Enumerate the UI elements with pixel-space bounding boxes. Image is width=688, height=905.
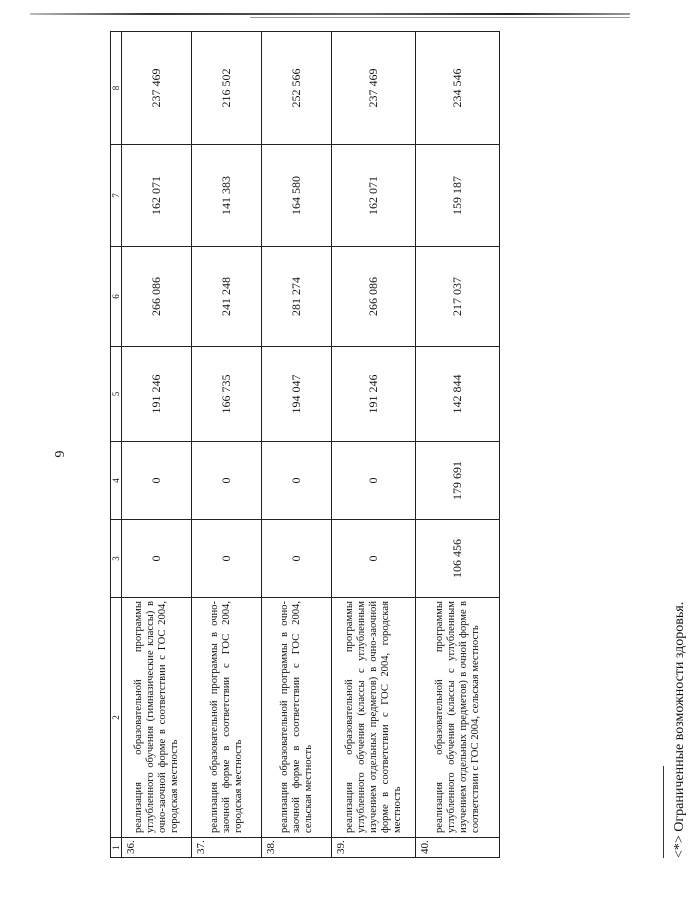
cell-value: 106 456	[416, 520, 500, 598]
column-header: 5	[111, 347, 122, 442]
column-header: 3	[111, 520, 122, 598]
cell-value: 281 274	[262, 247, 332, 347]
column-header: 2	[111, 598, 122, 838]
table-row	[192, 32, 262, 858]
column-header: 1	[111, 838, 122, 858]
table-row	[122, 32, 192, 858]
cell-value: 0	[332, 442, 416, 520]
cell-value: 252 566	[262, 32, 332, 145]
cell-value: 0	[192, 442, 262, 520]
cell-value: 166 735	[192, 347, 262, 442]
column-header: 8	[111, 32, 122, 145]
scan-artifact-line	[30, 13, 630, 15]
cell-value: 237 469	[332, 32, 416, 145]
scan-artifact-line	[250, 17, 630, 18]
cell-value: 237 469	[122, 32, 192, 145]
row-number: 38.	[262, 838, 332, 858]
row-description: реализация образовательной программы в очно-заочной форме в соответствии с ГОС 2004, городская местность	[192, 598, 262, 838]
cell-value: 162 071	[122, 145, 192, 247]
column-header: 6	[111, 247, 122, 347]
row-number: 40.	[416, 838, 500, 858]
column-number-row	[111, 32, 122, 858]
column-header: 7	[111, 145, 122, 247]
cell-value: 217 037	[416, 247, 500, 347]
cell-value: 159 187	[416, 145, 500, 247]
cell-value: 162 071	[332, 145, 416, 247]
row-description: реализация образовательной программы углубленного обучения (гимназические классы) в очно-заочной форме в соответствии с ГОС 2004, городская местность	[122, 598, 192, 838]
row-description: реализация образовательной программы углубленного обучения (классы с углубленным изучением отдельных предметов) в очной форме в соответствии с ГОС 2004, сельская местность	[416, 598, 500, 838]
page-number: 6	[51, 450, 66, 458]
cell-value: 234 546	[416, 32, 500, 145]
tariff-table	[110, 31, 500, 858]
row-number: 37.	[192, 838, 262, 858]
cell-value: 191 246	[122, 347, 192, 442]
rotated-document	[110, 32, 687, 858]
cell-value: 0	[262, 442, 332, 520]
cell-value: 266 086	[332, 247, 416, 347]
cell-value: 0	[332, 520, 416, 598]
table-row	[416, 32, 500, 858]
table-row	[332, 32, 416, 858]
column-header: 4	[111, 442, 122, 520]
cell-value: 0	[192, 520, 262, 598]
footnote: <*> Ограниченные возможности здоровья.	[672, 601, 687, 858]
cell-value: 142 844	[416, 347, 500, 442]
footnote-divider	[663, 766, 664, 858]
table-row	[262, 32, 332, 858]
cell-value: 164 580	[262, 145, 332, 247]
cell-value: 266 086	[122, 247, 192, 347]
cell-value: 216 502	[192, 32, 262, 145]
row-number: 36.	[122, 838, 192, 858]
cell-value: 0	[262, 520, 332, 598]
cell-value: 0	[122, 520, 192, 598]
row-description: реализация образовательной программы в очно-заочной форме в соответствии с ГОС 2004, сельская местность	[262, 598, 332, 838]
cell-value: 141 383	[192, 145, 262, 247]
cell-value: 241 248	[192, 247, 262, 347]
row-description: реализация образовательной программы углубленного обучения (классы с углубленным изучением отдельных предметов) в очно-заочной форме в соответствии с ГОС 2004, городская местность	[332, 598, 416, 838]
cell-value: 194 047	[262, 347, 332, 442]
row-number: 39.	[332, 838, 416, 858]
cell-value: 179 691	[416, 442, 500, 520]
cell-value: 191 246	[332, 347, 416, 442]
cell-value: 0	[122, 442, 192, 520]
